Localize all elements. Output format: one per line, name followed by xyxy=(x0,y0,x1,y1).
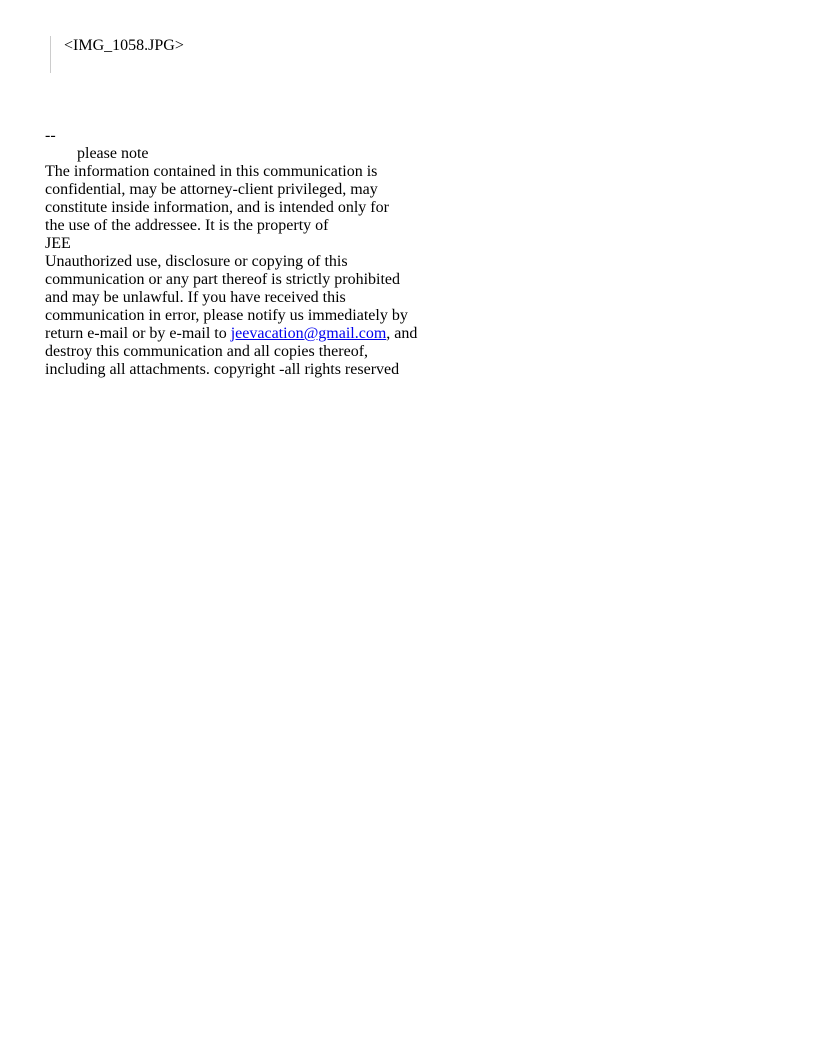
attachment-placeholder: <IMG_1058.JPG> xyxy=(64,37,184,54)
disclaimer-line: JEE xyxy=(45,235,71,252)
disclaimer-line: constitute inside information, and is intended only for xyxy=(45,199,389,216)
email-link[interactable]: jeevacation@gmail.com xyxy=(230,325,387,342)
disclaimer-line: Unauthorized use, disclosure or copying of this xyxy=(45,253,348,270)
quoted-attachment-block xyxy=(50,36,184,73)
disclaimer-line: communication or any part thereof is strictly prohibited xyxy=(45,271,401,288)
email-signature xyxy=(45,127,445,379)
disclaimer-line: the use of the addressee. It is the property of xyxy=(45,217,329,234)
disclaimer-line: destroy this communication and all copies thereof, xyxy=(45,343,369,360)
email-line-suffix: , and xyxy=(386,325,418,342)
signature-separator: -- xyxy=(45,127,56,144)
disclaimer-line: and may be unlawful. If you have received this xyxy=(45,289,346,306)
note-heading: please note xyxy=(77,145,149,162)
disclaimer-line: The information contained in this communication is xyxy=(45,163,378,180)
email-line-prefix: return e-mail or by e-mail to xyxy=(45,325,231,342)
disclaimer-line: including all attachments. copyright -all rights reserved xyxy=(45,361,400,378)
disclaimer-line: communication in error, please notify us immediately by xyxy=(45,307,408,324)
disclaimer-line: confidential, may be attorney-client privileged, may xyxy=(45,181,378,198)
disclaimer-email-line xyxy=(45,325,445,343)
